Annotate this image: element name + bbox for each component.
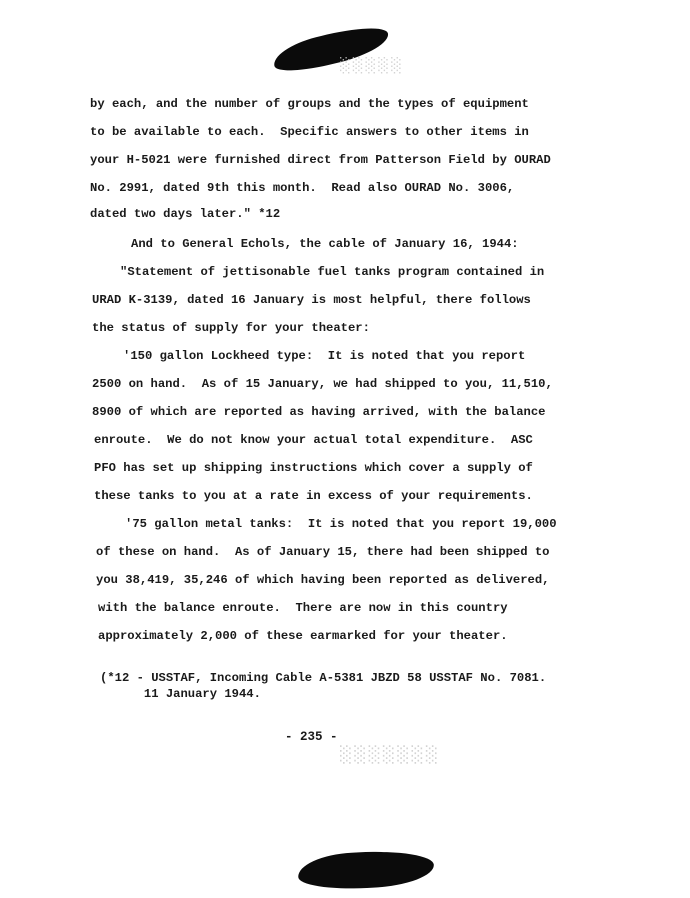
- text-line-3: your H-5021 were furnished direct from Patterson Field by OURAD: [90, 153, 551, 167]
- text-line-10: '150 gallon Lockheed type: It is noted that you report: [123, 349, 526, 363]
- text-line-13: enroute. We do not know your actual total expenditure. ASC: [94, 433, 533, 447]
- text-line-8: URAD K-3139, dated 16 January is most helpful, there follows: [92, 293, 531, 307]
- text-line-14: PFO has set up shipping instructions which cover a supply of: [94, 461, 533, 475]
- text-line-17: of these on hand. As of January 15, there had been shipped to: [96, 545, 550, 559]
- text-line-2: to be available to each. Specific answers to other items in: [90, 125, 529, 139]
- footnote-line-2: 11 January 1944.: [100, 687, 261, 701]
- text-line-6: And to General Echols, the cable of January 16, 1944:: [131, 237, 519, 251]
- text-line-1: by each, and the number of groups and the types of equipment: [90, 97, 529, 111]
- text-line-7: "Statement of jettisonable fuel tanks program contained in: [120, 265, 545, 279]
- text-line-12: 8900 of which are reported as having arrived, with the balance: [92, 405, 546, 419]
- footnote-line-1: (*12 - USSTAF, Incoming Cable A-5381 JBZD 58 USSTAF No. 7081.: [100, 671, 547, 685]
- redaction-mark-bottom: [297, 848, 435, 891]
- page-number: - 235 -: [285, 730, 338, 744]
- text-line-16: '75 gallon metal tanks: It is noted that you report 19,000: [125, 517, 557, 531]
- text-line-20: approximately 2,000 of these earmarked for your theater.: [98, 629, 508, 643]
- faint-stamp-top: ░░░░░: [340, 58, 404, 74]
- faint-stamp-bottom: ░░░░░░░: [340, 745, 441, 764]
- text-line-11: 2500 on hand. As of 15 January, we had shipped to you, 11,510,: [92, 377, 553, 391]
- text-line-15: these tanks to you at a rate in excess of your requirements.: [94, 489, 533, 503]
- text-line-5: dated two days later." *12: [90, 207, 281, 221]
- text-line-9: the status of supply for your theater:: [92, 321, 370, 335]
- text-line-19: with the balance enroute. There are now in this country: [98, 601, 508, 615]
- text-line-4: No. 2991, dated 9th this month. Read also OURAD No. 3006,: [90, 181, 515, 195]
- text-line-18: you 38,419, 35,246 of which having been reported as delivered,: [96, 573, 550, 587]
